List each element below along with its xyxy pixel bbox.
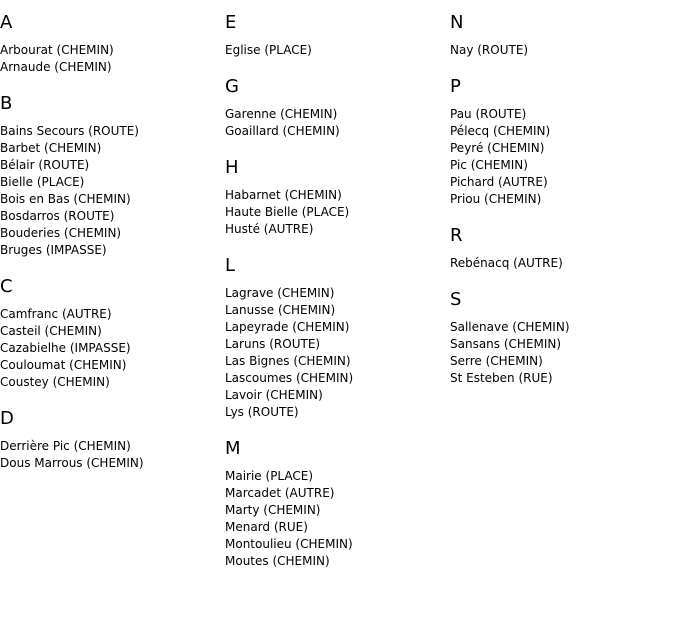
street-item[interactable]: Montoulieu (CHEMIN) [225,537,353,551]
street-index-column-2 [225,12,445,587]
letter-heading: E [225,12,237,33]
street-list [0,306,220,391]
street-item[interactable]: Haute Bielle (PLACE) [225,205,350,219]
street-item[interactable]: Pélecq (CHEMIN) [450,124,551,138]
street-list [225,106,445,140]
street-item[interactable]: Mairie (PLACE) [225,469,314,483]
street-item[interactable]: Marcadet (AUTRE) [225,486,335,500]
street-item[interactable]: Sansans (CHEMIN) [450,337,562,351]
street-item[interactable]: Barbet (CHEMIN) [0,141,102,155]
street-item[interactable]: Camfranc (AUTRE) [0,307,112,321]
street-item[interactable]: Bosdarros (ROUTE) [0,209,115,223]
letter-heading: D [0,408,14,429]
street-item[interactable]: Cazabielhe (IMPASSE) [0,341,131,355]
street-item[interactable]: Bois en Bas (CHEMIN) [0,192,131,206]
street-item[interactable]: Rebénacq (AUTRE) [450,256,563,270]
street-item[interactable]: Bains Secours (ROUTE) [0,124,139,138]
street-item[interactable]: Nay (ROUTE) [450,43,529,57]
street-item[interactable]: Marty (CHEMIN) [225,503,321,517]
street-item[interactable]: Coustey (CHEMIN) [0,375,110,389]
street-item[interactable]: Lascoumes (CHEMIN) [225,371,354,385]
letter-group [450,12,670,59]
street-list [450,106,670,208]
letter-group [450,225,670,272]
street-list [450,319,670,387]
street-item[interactable]: Lys (ROUTE) [225,405,299,419]
letter-group [225,76,445,140]
street-item[interactable]: Lapeyrade (CHEMIN) [225,320,350,334]
street-item[interactable]: Husté (AUTRE) [225,222,314,236]
street-item[interactable]: Arnaude (CHEMIN) [0,60,112,74]
street-item[interactable]: Bouderies (CHEMIN) [0,226,122,240]
street-item[interactable]: Dous Marrous (CHEMIN) [0,456,144,470]
letter-group [0,276,220,391]
street-item[interactable]: Las Bignes (CHEMIN) [225,354,351,368]
letter-group [225,438,445,570]
street-list [225,468,445,570]
street-list [0,438,220,472]
street-item[interactable]: Priou (CHEMIN) [450,192,542,206]
street-item[interactable]: Menard (RUE) [225,520,308,534]
street-item[interactable]: Peyré (CHEMIN) [450,141,545,155]
street-item[interactable]: Serre (CHEMIN) [450,354,543,368]
street-item[interactable]: Pichard (AUTRE) [450,175,548,189]
street-item[interactable]: Goaillard (CHEMIN) [225,124,340,138]
street-item[interactable]: Bielle (PLACE) [0,175,85,189]
letter-heading: M [225,438,241,459]
street-list [0,123,220,259]
street-item[interactable]: Pic (CHEMIN) [450,158,528,172]
letter-heading: H [225,157,239,178]
street-item[interactable]: Sallenave (CHEMIN) [450,320,570,334]
street-item[interactable]: Habarnet (CHEMIN) [225,188,342,202]
street-list [225,187,445,238]
letter-heading: C [0,276,13,297]
street-item[interactable]: St Esteben (RUE) [450,371,553,385]
street-item[interactable]: Laruns (ROUTE) [225,337,321,351]
street-list [450,42,670,59]
street-list [225,285,445,421]
letter-group [450,289,670,387]
street-item[interactable]: Pau (ROUTE) [450,107,527,121]
street-item[interactable]: Derrière Pic (CHEMIN) [0,439,131,453]
street-item[interactable]: Lanusse (CHEMIN) [225,303,336,317]
letter-heading: S [450,289,462,310]
street-item[interactable]: Bélair (ROUTE) [0,158,90,172]
street-list [225,42,445,59]
street-item[interactable]: Bruges (IMPASSE) [0,243,107,257]
street-index-column-1 [0,12,220,489]
street-list [450,255,670,272]
letter-heading: G [225,76,239,97]
street-item[interactable]: Lagrave (CHEMIN) [225,286,335,300]
street-item[interactable]: Arbourat (CHEMIN) [0,43,114,57]
letter-group [225,157,445,238]
letter-heading: N [450,12,464,33]
street-item[interactable]: Moutes (CHEMIN) [225,554,330,568]
street-item[interactable]: Couloumat (CHEMIN) [0,358,127,372]
street-item[interactable]: Eglise (PLACE) [225,43,312,57]
letter-group [225,255,445,421]
letter-heading: P [450,76,461,97]
street-index-column-3 [450,12,670,404]
letter-heading: L [225,255,236,276]
letter-heading: A [0,12,13,33]
letter-group [450,76,670,208]
street-item[interactable]: Lavoir (CHEMIN) [225,388,323,402]
letter-heading: B [0,93,13,114]
letter-group [0,93,220,259]
letter-heading: R [450,225,463,246]
street-list [0,42,220,76]
letter-group [0,12,220,76]
street-item[interactable]: Garenne (CHEMIN) [225,107,338,121]
letter-group [225,12,445,59]
street-item[interactable]: Casteil (CHEMIN) [0,324,102,338]
letter-group [0,408,220,472]
